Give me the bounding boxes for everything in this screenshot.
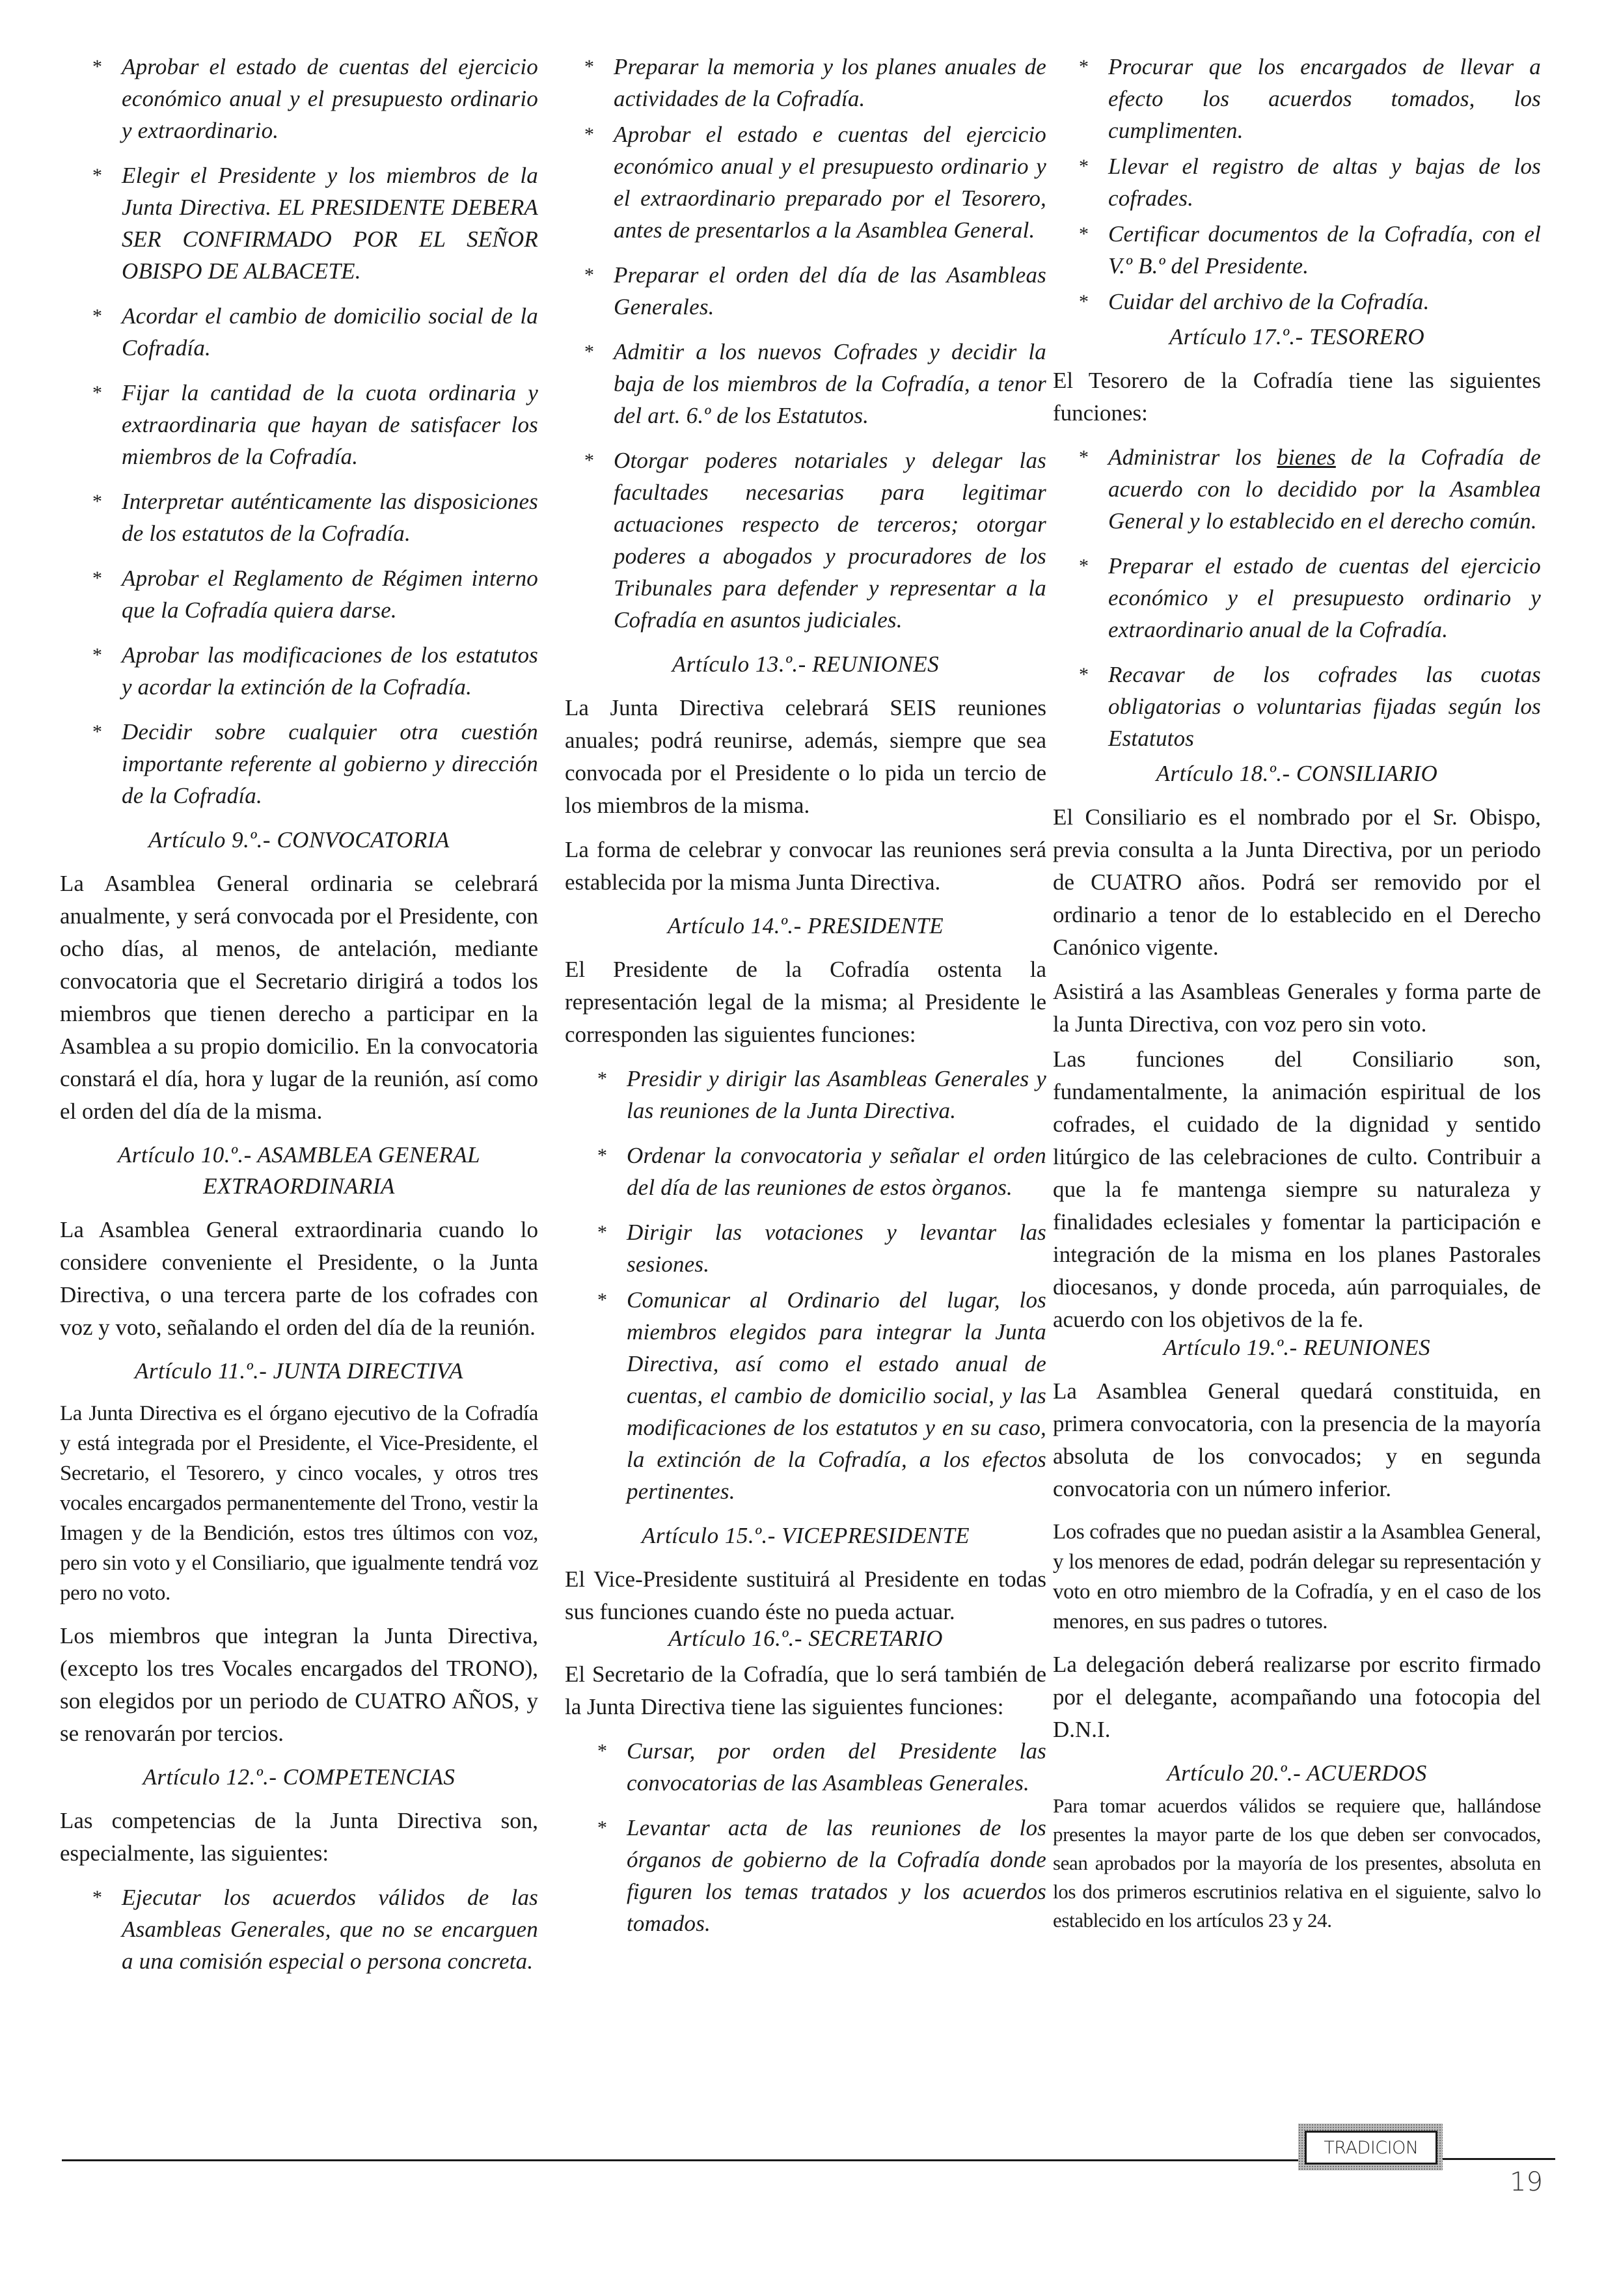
column-left bbox=[60, 51, 538, 1990]
list-item: * Preparar el orden del día de las Asambleas Generales. bbox=[584, 259, 1046, 323]
list-item: * Cursar, por orden del Presidente las convocatorias de las Asambleas Generales. bbox=[597, 1735, 1046, 1799]
asterisk-icon: * bbox=[1079, 223, 1089, 245]
magazine-brand-badge bbox=[1298, 2124, 1443, 2170]
asterisk-icon: * bbox=[597, 1289, 608, 1311]
article-heading: Artículo 15.º.- VICEPRESIDENTE bbox=[641, 1523, 970, 1548]
footer-rule bbox=[62, 2159, 1301, 2161]
article-paragraph: El Secretario de la Cofradía, que lo será también de la Junta Directiva tiene las siguientes funciones: bbox=[565, 1661, 1046, 1719]
asterisk-icon: * bbox=[92, 382, 103, 403]
asterisk-icon: * bbox=[584, 450, 595, 471]
article-paragraph: La Junta Directiva celebrará SEIS reuniones anuales; podrá reunirse, además, siempre que sea convocada por el Presidente o lo pida un tercio de los miembros de la misma. bbox=[565, 695, 1046, 818]
list-item: * Procurar que los encargados de llevar a efecto los acuerdos tomados, los cumplimenten. bbox=[1079, 51, 1541, 146]
list-item: * Interpretar auténticamente las disposiciones de los estatutos de la Cofradía. bbox=[92, 485, 538, 549]
list-item: * Fijar la cantidad de la cuota ordinaria y extraordinaria que hayan de satisfacer los miembros de la Cofradía. bbox=[92, 377, 538, 472]
asterisk-icon: * bbox=[92, 165, 103, 186]
article-heading: Artículo 20.º.- ACUERDOS bbox=[1167, 1760, 1427, 1786]
asterisk-icon: * bbox=[597, 1068, 608, 1089]
list-item: * Preparar el estado de cuentas del ejercicio económico y el presupuesto ordinario y extraordinario anual de la Cofradía. bbox=[1079, 550, 1541, 646]
asterisk-icon: * bbox=[597, 1817, 608, 1838]
asterisk-icon: * bbox=[1079, 56, 1089, 77]
asterisk-icon: * bbox=[597, 1145, 608, 1166]
list-item: * Levantar acta de las reuniones de los órganos de gobierno de la Cofradía donde figuren los temas tratados y los acuerdos tomados. bbox=[597, 1812, 1046, 1939]
article-paragraph: El Tesorero de la Cofradía tiene las siguientes funciones: bbox=[1053, 368, 1541, 426]
asterisk-icon: * bbox=[1079, 446, 1089, 468]
list-item: * Ordenar la convocatoria y señalar el orden del día de las reuniones de estos òrganos. bbox=[597, 1140, 1046, 1203]
column-right bbox=[1053, 51, 1541, 1947]
asterisk-icon: * bbox=[92, 567, 103, 589]
article-heading: Artículo 10.º.- ASAMBLEA GENERAL EXTRAORDINARIA bbox=[117, 1142, 481, 1199]
article-heading: Artículo 17.º.- TESORERO bbox=[1169, 324, 1425, 349]
list-item: * Dirigir las votaciones y levantar las sesiones. bbox=[597, 1216, 1046, 1280]
asterisk-icon: * bbox=[584, 56, 595, 77]
column-middle bbox=[565, 51, 1046, 1952]
article-heading: Artículo 13.º.- REUNIONES bbox=[672, 651, 940, 677]
article-paragraph: La Asamblea General ordinaria se celebrará anualmente, y será convocada por el Presidente, con ocho días, al menos, de antelación, mediante convocatoria que el Secretario dirigirá a todos los miembros que tienen derecho a participar en la Asamblea a su propio domicilio. En la convocatoria constará el día, hora y lugar de la reunión, así como el orden del día de la misma. bbox=[60, 871, 538, 1124]
asterisk-icon: * bbox=[92, 305, 103, 327]
asterisk-icon: * bbox=[92, 491, 103, 512]
asterisk-icon: * bbox=[1079, 291, 1089, 312]
article-paragraph: El Consiliario es el nombrado por el Sr. Obispo, previa consulta a la Junta Directiva, por un periodo de CUATRO años. Podrá ser removido por el ordinario a tenor de lo establecido en el Derecho Canónico vigente. bbox=[1053, 804, 1541, 960]
asterisk-icon: * bbox=[597, 1222, 608, 1243]
article-paragraph: La forma de celebrar y convocar las reuniones será establecida por la misma Junta Directiva. bbox=[565, 837, 1046, 895]
list-item: * Ejecutar los acuerdos válidos de las Asambleas Generales, que no se encarguen a una comisión especial o persona concreta. bbox=[92, 1881, 538, 1977]
list-item: * Acordar el cambio de domicilio social de la Cofradía. bbox=[92, 300, 538, 364]
list-item: * Elegir el Presidente y los miembros de la Junta Directiva. EL PRESIDENTE DEBERA SER CONFIRMADO POR EL SEÑOR OBISPO DE ALBACETE. bbox=[92, 159, 538, 287]
article-paragraph: El Presidente de la Cofradía ostenta la representación legal de la misma; al Presidente le corresponden las siguientes funciones: bbox=[565, 957, 1046, 1047]
asterisk-icon: * bbox=[92, 56, 103, 77]
list-item: * Comunicar al Ordinario del lugar, los miembros elegidos para integrar la Junta Directiva, así como el estado anual de cuentas, el cambio de domicilio social, y las modificaciones de los estatutos y en su caso, la extinción de la Cofradía, a los efectos pertinentes. bbox=[597, 1284, 1046, 1507]
article-heading: Artículo 14.º.- PRESIDENTE bbox=[667, 913, 944, 938]
list-item: * Administrar los bienes de la Cofradía de acuerdo con lo decidido por la Asamblea General y lo establecido en el derecho común. bbox=[1079, 441, 1541, 537]
article-heading: Artículo 11.º.- JUNTA DIRECTIVA bbox=[135, 1358, 463, 1384]
article-paragraph: La Asamblea General quedará constituida, en primera convocatoria, con la presencia de la mayoría absoluta de los convocados; y en segunda convocatoria con un número inferior. bbox=[1053, 1378, 1541, 1501]
article-paragraph: Asistirá a las Asambleas Generales y forma parte de la Junta Directiva, con voz pero sin voto. bbox=[1053, 979, 1541, 1037]
article-paragraph: La Junta Directiva es el órgano ejecutivo de la Cofradía y está integrada por el Presidente, el Vice-Presidente, el Secretario, el Tesorero, y cinco vocales, y otros tres vocales encargados permanentemente del Trono, vestir la Imagen y de la Bendición, estos tres últimos con voz, pero sin voto y el Consiliario, que igualmente tendrá voz pero no voto. bbox=[60, 1402, 538, 1605]
article-heading: Artículo 16.º.- SECRETARIO bbox=[668, 1626, 943, 1651]
asterisk-icon: * bbox=[1079, 555, 1089, 577]
list-item: * Aprobar el estado e cuentas del ejercicio económico anual y el presupuesto ordinario y el extraordinario preparado por el Tesorero, antes de presentarlos a la Asamblea General. bbox=[584, 118, 1046, 246]
list-item: * Llevar el registro de altas y bajas de los cofrades. bbox=[1079, 150, 1541, 214]
article-paragraph: Los miembros que integran la Junta Directiva, (excepto los tres Vocales encargados del TRONO), son elegidos por un periodo de CUATRO AÑOS, y se renovarán por tercios. bbox=[60, 1623, 538, 1746]
list-item: * Certificar documentos de la Cofradía, con el V.º B.º del Presidente. bbox=[1079, 218, 1541, 282]
asterisk-icon: * bbox=[584, 264, 595, 286]
list-item: * Recavar de los cofrades las cuotas obligatorias o voluntarias fijadas según los Estatutos bbox=[1079, 659, 1541, 754]
asterisk-icon: * bbox=[584, 341, 595, 362]
brand-label: TRADICION bbox=[1305, 2131, 1437, 2165]
article-heading: Artículo 18.º.- CONSILIARIO bbox=[1156, 761, 1438, 786]
list-item: * Aprobar las modificaciones de los estatutos y acordar la extinción de la Cofradía. bbox=[92, 639, 538, 703]
list-item: * Decidir sobre cualquier otra cuestión importante referente al gobierno y dirección de la Cofradía. bbox=[92, 716, 538, 812]
article-heading: Artículo 12.º.- COMPETENCIAS bbox=[143, 1764, 456, 1790]
list-item: * Aprobar el estado de cuentas del ejercicio económico anual y el presupuesto ordinario y extraordinario. bbox=[92, 51, 538, 146]
article-paragraph: Las funciones del Consiliario son, fundamentalmente, la animación espiritual de los cofrades, el cuidado de la dignidad y sentido litúrgico de las celebraciones de culto. Contribuir a que la fe mantenga siempre su naturaleza y finalidades eclesiales y fomentar la participación e integración de la misma en los planes Pastorales diocesanos, y donde proceda, aún parroquiales, de acuerdo con los objetivos de la fe. bbox=[1053, 1046, 1541, 1332]
article-paragraph: La Asamblea General extraordinaria cuando lo considere conveniente el Presidente, o la Junta Directiva, o una tercera parte de los cofrades con voz y voto, señalando el orden del día de la reunión. bbox=[60, 1217, 538, 1340]
footer-rule bbox=[1441, 2158, 1555, 2160]
asterisk-icon: * bbox=[92, 644, 103, 666]
asterisk-icon: * bbox=[1079, 156, 1089, 177]
list-item: * Preparar la memoria y los planes anuales de actividades de la Cofradía. bbox=[584, 51, 1046, 115]
article-heading: Artículo 9.º.- CONVOCATORIA bbox=[148, 827, 450, 853]
asterisk-icon: * bbox=[92, 721, 103, 743]
article-paragraph: Las competencias de la Junta Directiva son, especialmente, las siguientes: bbox=[60, 1808, 538, 1866]
underlined-word: bienes bbox=[1277, 444, 1336, 470]
asterisk-icon: * bbox=[584, 124, 595, 145]
article-paragraph: Los cofrades que no puedan asistir a la Asamblea General, y los menores de edad, podrán delegar su representación y voto en otro miembro de la Cofradía, y en el caso de los menores, en sus padres o tutores. bbox=[1053, 1520, 1541, 1633]
list-item: * Presidir y dirigir las Asambleas Generales y las reuniones de la Junta Directiva. bbox=[597, 1063, 1046, 1127]
asterisk-icon: * bbox=[597, 1740, 608, 1762]
list-item: * Otorgar poderes notariales y delegar las facultades necesarias para legitimar actuaciones respecto de terceros; otorgar poderes a abogados y procuradores de los Tribunales para defender y representar a la Cofradía en asuntos judiciales. bbox=[584, 444, 1046, 636]
list-item: * Admitir a los nuevos Cofrades y decidir la baja de los miembros de la Cofradía, a tenor del art. 6.º de los Estatutos. bbox=[584, 336, 1046, 431]
page-number: 19 bbox=[1510, 2167, 1543, 2197]
asterisk-icon: * bbox=[92, 1887, 103, 1908]
article-paragraph: El Vice-Presidente sustituirá al Presidente en todas sus funciones cuando éste no pueda actuar. bbox=[565, 1566, 1046, 1624]
list-item: * Aprobar el Reglamento de Régimen interno que la Cofradía quiera darse. bbox=[92, 562, 538, 626]
asterisk-icon: * bbox=[1079, 664, 1089, 685]
article-paragraph: Para tomar acuerdos válidos se requiere que, hallándose presentes la mayor parte de los que deben ser convocados, sean aprobados por la mayoría de los presentes, absoluta en los dos primeros escrutinios relativa en el siguiente, salvo lo establecido en los artículos 23 y 24. bbox=[1053, 1794, 1541, 1932]
list-item: * Cuidar del archivo de la Cofradía. bbox=[1079, 286, 1541, 318]
article-heading: Artículo 19.º.- REUNIONES bbox=[1163, 1335, 1431, 1360]
article-paragraph: La delegación deberá realizarse por escrito firmado por el delegante, acompañando una fotocopia del D.N.I. bbox=[1053, 1652, 1541, 1742]
